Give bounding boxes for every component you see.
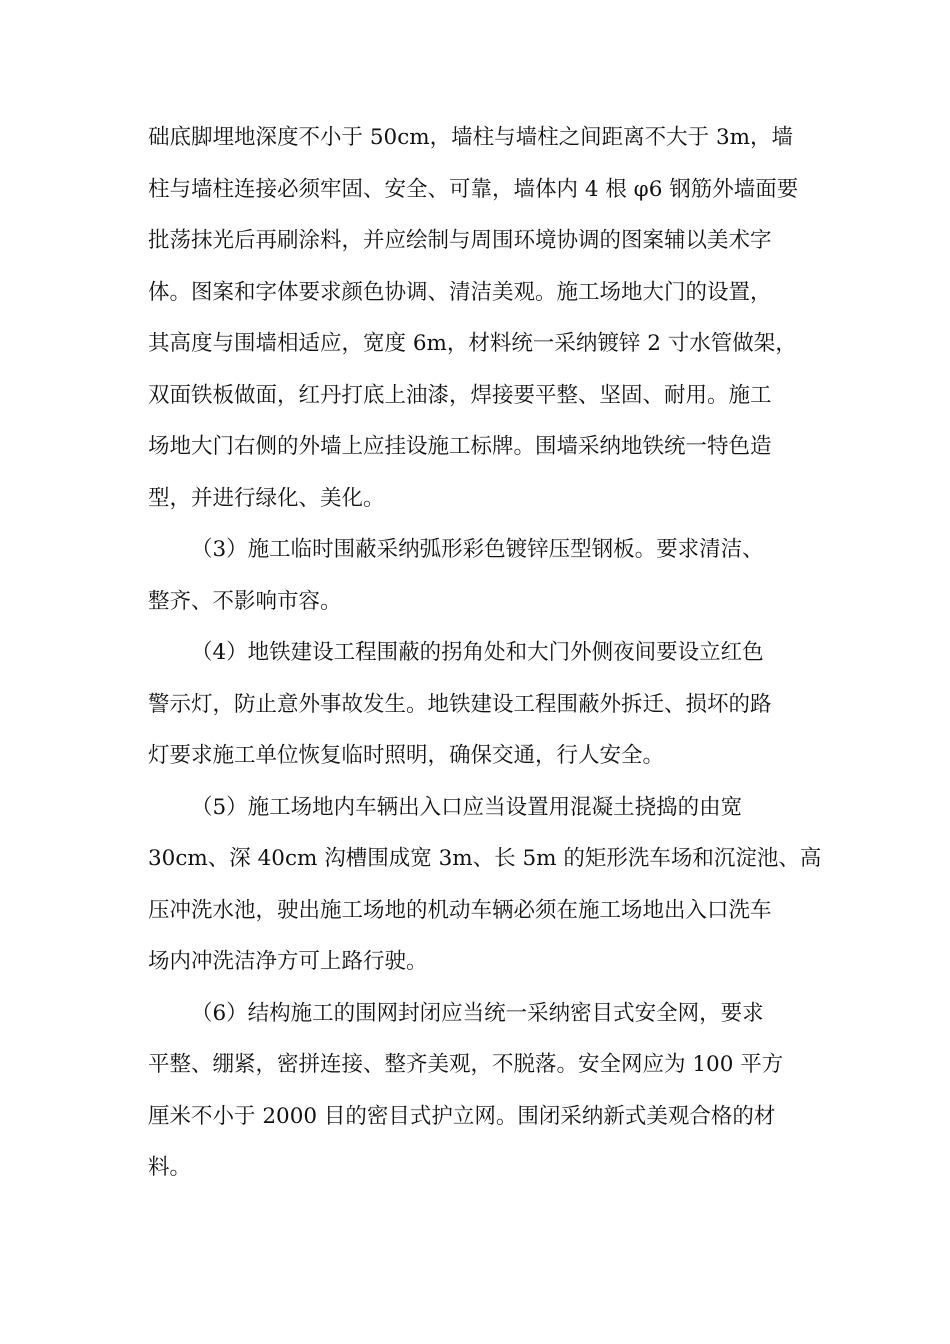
text-line: 体。图案和字体要求颜色协调、清洁美观。施工场地大门的设置， (148, 279, 772, 305)
text-line: 平整、绷紧，密拼连接、整齐美观，不脱落。安全网应为 100 平方 (148, 1052, 784, 1077)
text-line: 整齐、不影响市容。 (148, 588, 342, 614)
text-line: 型，并进行绿化、美化。 (148, 485, 385, 511)
text-line: 批荡抹光后再刷涂料，并应绘制与周围环境协调的图案辅以美术字 (148, 228, 772, 253)
text-line: （3）施工临时围蔽采纳弧形彩色镀锌压型钢板。要求清洁、 (191, 537, 764, 562)
text-line: 灯要求施工单位恢复临时照明，确保交通，行人安全。 (148, 743, 665, 768)
text-line: 厘米不小于 2000 目的密目式护立网。围闭采纳新式美观合格的材 (148, 1103, 776, 1129)
text-line: 场内冲洗洁净方可上路行驶。 (148, 949, 428, 974)
text-line: （5）施工场地内车辆出入口应当设置用混凝土挠捣的由宽 (191, 794, 743, 820)
paragraph-item-4 (148, 627, 808, 782)
document-body (148, 112, 822, 1194)
text-line: 30cm、深 40cm 沟槽围成宽 3m、长 5m 的矩形洗车场和沉淀池、高 (148, 846, 822, 871)
text-line: 柱与墙柱连接必须牢固、安全、可靠，墙体内 4 根 φ6 钢筋外墙面要 (148, 176, 799, 202)
paragraph-item-3 (148, 524, 808, 627)
paragraph-item-6 (148, 988, 808, 1194)
text-line: 压冲洗水池，驶出施工场地的机动车辆必须在施工场地出入口洗车 (148, 897, 772, 923)
paragraph-wall-construction (148, 112, 808, 524)
text-line: 警示灯，防止意外事故发生。地铁建设工程围蔽外拆迁、损坏的路 (148, 691, 772, 717)
text-line: 双面铁板做面，红丹打底上油漆，焊接要平整、坚固、耐用。施工 (148, 382, 772, 408)
text-line: 料。 (148, 1155, 192, 1180)
text-line: 场地大门右侧的外墙上应挂设施工标牌。围墙采纳地铁统一特色造 (148, 434, 772, 459)
paragraph-item-5 (148, 782, 822, 988)
text-line: 础底脚埋地深度不小于 50cm，墙柱与墙柱之间距离不大于 3m，墙 (148, 125, 794, 150)
text-line: 其高度与围墙相适应，宽度 6m，材料统一采纳镀锌 2 寸水管做架， (148, 331, 797, 356)
text-line: （6）结构施工的围网封闭应当统一采纳密目式安全网，要求 (191, 1000, 764, 1026)
text-line: （4）地铁建设工程围蔽的拐角处和大门外侧夜间要设立红色 (191, 640, 764, 665)
